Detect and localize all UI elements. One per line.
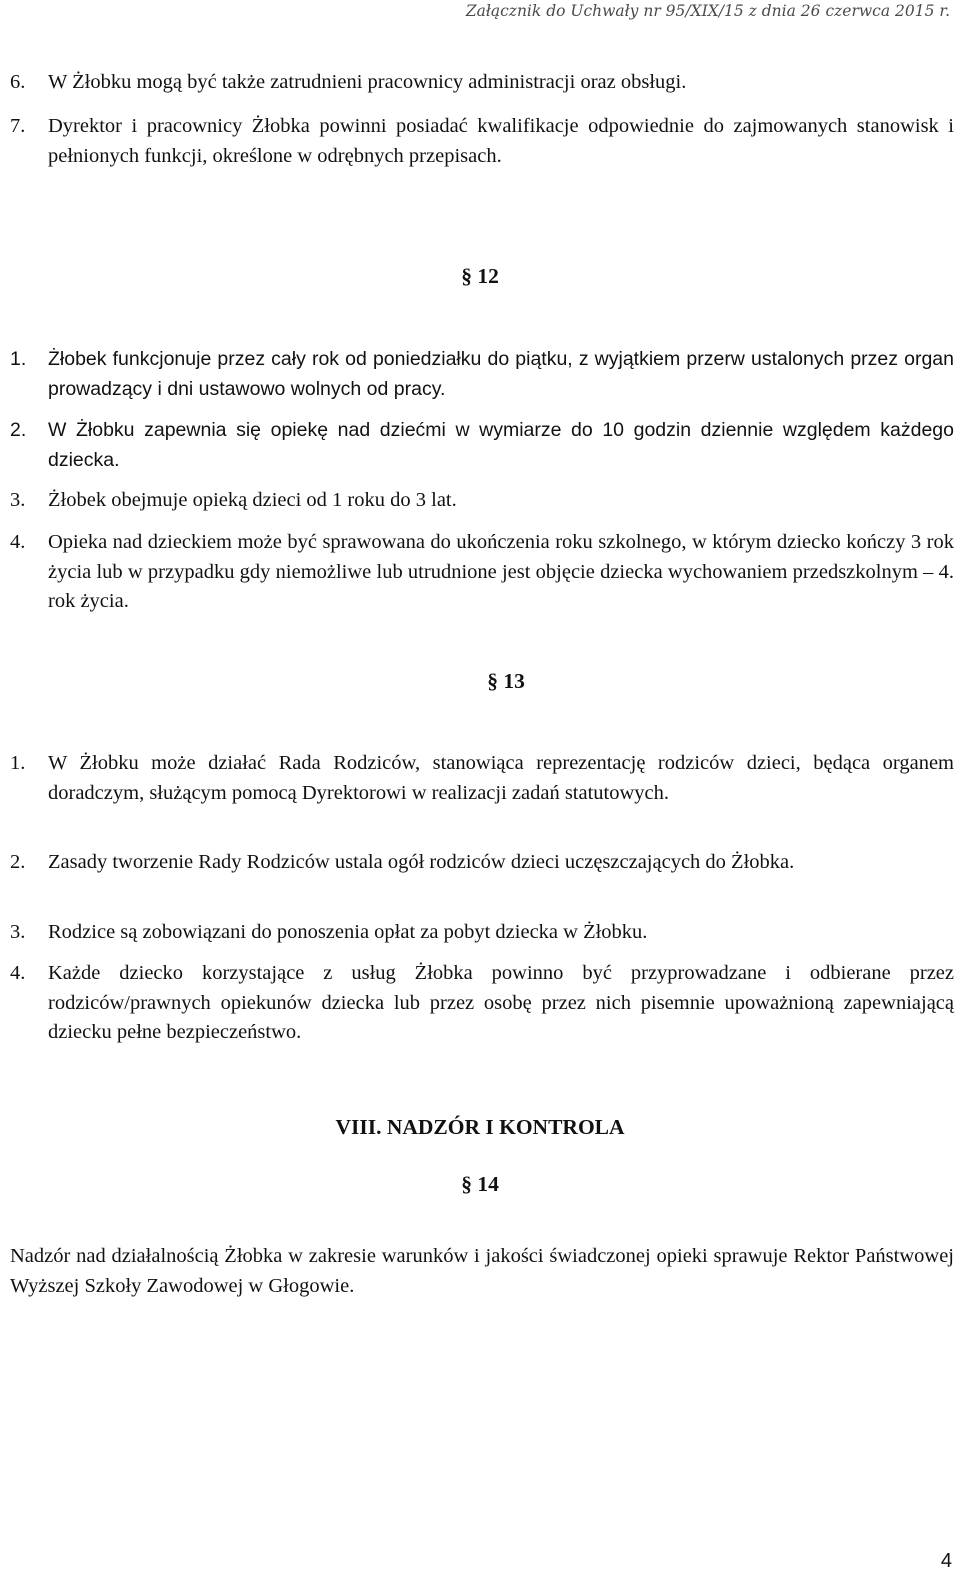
item-text: Rodzice są zobowiązani do ponoszenia opłat za pobyt dziecka w Żłobku. (48, 921, 648, 943)
item-number: 1. (10, 348, 27, 370)
section-heading-13: § 13 (487, 669, 525, 693)
item-number: 2. (10, 419, 27, 441)
item-text: Każde dziecko korzystające z usług Żłobka powinno być przyprowadzane i odbierane przez rodziców/prawnych opiekunów dziecka lub przez osobę przez nich pisemnie upoważnioną zapewniającą dziecku pełne bezpieczeństwo. (48, 962, 954, 1043)
item-number: 2. (10, 851, 26, 873)
item-number: 3. (10, 489, 26, 511)
list-item (10, 918, 954, 948)
list-item (10, 112, 954, 171)
item-number: 4. (10, 962, 26, 984)
item-text: Opieka nad dzieckiem może być sprawowana do ukończenia roku szkolnego, w którym dziecko kończy 3 rok życia lub w przypadku gdy niemożliwe lub utrudnione jest objęcie dziecka wychowaniem przedszkolnym – 4. rok życia. (48, 531, 954, 612)
list-item (10, 486, 954, 516)
page-number: 4 (940, 1550, 952, 1572)
list-item (10, 528, 954, 617)
item-number: 1. (10, 752, 26, 774)
item-text: Dyrektor i pracownicy Żłobka powinni posiadać kwalifikacje odpowiednie do zajmowanych stanowisk i pełnionych funkcji, określone w odrębnych przepisach. (48, 115, 954, 167)
item-text: Żłobek obejmuje opieką dzieci od 1 roku do 3 lat. (48, 489, 457, 511)
item-number: 3. (10, 921, 26, 943)
item-number: 4. (10, 531, 26, 553)
item-number: 6. (10, 71, 26, 93)
item-text: W Żłobku może działać Rada Rodziców, stanowiąca reprezentację rodziców dzieci, będąca organem doradczym, służącym pomocą Dyrektorowi w realizacji zadań statutowych. (48, 752, 954, 804)
list-item (10, 848, 954, 878)
item-text: W Żłobku zapewnia się opiekę nad dziećmi w wymiarze do 10 godzin dziennie względem każdego dziecka. (48, 419, 954, 471)
item-text: Żłobek funkcjonuje przez cały rok od poniedziałku do piątku, z wyjątkiem przerw ustalonych przez organ prowadzący i dni ustawowo wolnych od pracy. (48, 348, 954, 400)
section-heading-14: § 14 (461, 1172, 499, 1196)
list-item (10, 345, 954, 404)
item-text: Zasady tworzenie Rady Rodziców ustala ogół rodziców dzieci uczęszczających do Żłobka. (48, 851, 795, 873)
list-item (10, 959, 954, 1048)
chapter-title: VIII. NADZÓR I KONTROLA (335, 1115, 625, 1139)
item-text: W Żłobku mogą być także zatrudnieni pracownicy administracji oraz obsługi. (48, 71, 687, 93)
section-heading-12: § 12 (461, 264, 499, 288)
page-header: Załącznik do Uchwały nr 95/XIX/15 z dnia 26 czerwca 2015 r. (465, 2, 950, 20)
item-number: 7. (10, 115, 26, 137)
paragraph: Nadzór nad działalnością Żłobka w zakresie warunków i jakości świadczonej opieki sprawuje Rektor Państwowej Wyższej Szkoły Zawodowej w Głogowie. (10, 1245, 954, 1297)
list-item (10, 416, 954, 475)
list-item (10, 749, 954, 808)
list-item (10, 68, 954, 98)
